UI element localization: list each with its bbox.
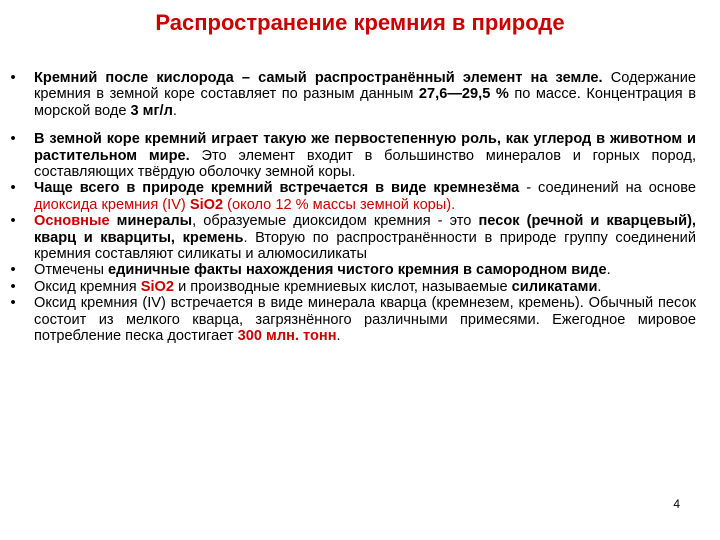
slide-title: Распространение кремния в природе xyxy=(155,10,565,35)
text-segment: - соединений на основе xyxy=(519,180,696,197)
text-segment: . xyxy=(336,328,341,345)
bullet-item xyxy=(6,180,696,213)
text-segment: . xyxy=(172,102,177,119)
text-segment: SiO2 xyxy=(189,196,224,213)
bullet-dot-icon: • xyxy=(10,70,16,86)
bullet-dot-icon: • xyxy=(10,278,16,295)
bullet-dot-icon: • xyxy=(10,295,16,312)
bullet-item xyxy=(6,70,696,119)
text-segment: Оксид кремния (IV) встречается в виде минерала кварца (кремнезем, кремень). Обычный песок состоит из мелкого кварца, загрязнённого различными примесями. Ежегодное мировое потребление песка достигает xyxy=(34,295,696,345)
text-segment: (около 12 % массы земной коры). xyxy=(223,196,456,213)
text-segment: . Вторую по распространённости в природе группу соединений кремния составляют силикаты и алюмосиликаты xyxy=(34,229,696,263)
text-segment: Содержание кремния в земной коре составляет по разным данным xyxy=(34,70,696,103)
text-segment: по массе. Концентрация в морской воде xyxy=(34,86,696,119)
bullet-dot-icon: • xyxy=(10,180,16,197)
bullet-dot-icon: • xyxy=(10,262,16,279)
page-number: 4 xyxy=(673,497,680,511)
text-segment: и производные кремниевых кислот, называемые xyxy=(174,278,512,295)
text-segment: диоксида кремния (IV) xyxy=(34,196,190,213)
text-segment: песок (речной и кварцевый), кварц и кварциты, кремень xyxy=(34,213,696,246)
text-segment: 27,6—29,5 % xyxy=(418,86,509,103)
text-segment: единичные факты нахождения чистого кремния в самородном виде xyxy=(108,262,607,279)
bullet-item xyxy=(6,213,696,262)
text-segment: . xyxy=(597,278,602,295)
text-segment: Кремний после кислорода – самый распространённый элемент на земле. xyxy=(34,70,603,86)
text-segment: . xyxy=(606,262,611,279)
text-segment: Это элемент входит в большинство минералов и горных пород, составляющих твёрдую оболочку земной коры. xyxy=(34,147,696,181)
bullet-item xyxy=(6,131,696,180)
text-segment: Основные xyxy=(34,213,110,230)
text-segment: 3 мг/л xyxy=(130,102,173,119)
text-segment: минералы xyxy=(109,213,193,230)
bullet-dot-icon: • xyxy=(10,213,16,230)
text-segment: Отмечены xyxy=(34,262,109,279)
bullet-list xyxy=(6,70,696,345)
bullet-dot-icon: • xyxy=(10,131,16,148)
bullet-item xyxy=(6,262,696,278)
text-segment: 300 млн. тонн xyxy=(237,328,337,345)
text-segment: SiO2 xyxy=(140,278,175,295)
text-segment: Оксид кремния xyxy=(34,278,141,295)
text-segment: , образуемые диоксидом кремния - это xyxy=(192,213,479,230)
text-segment: В земной коре кремний играет такую же первостепенную роль, как углерод в животном и растительном мире. xyxy=(34,131,696,164)
text-segment: силикатами xyxy=(511,278,598,295)
bullet-item xyxy=(6,279,696,295)
bullet-item xyxy=(6,295,696,344)
text-segment: Чаще всего в природе кремний встречается в виде кремнезёма xyxy=(34,180,520,197)
